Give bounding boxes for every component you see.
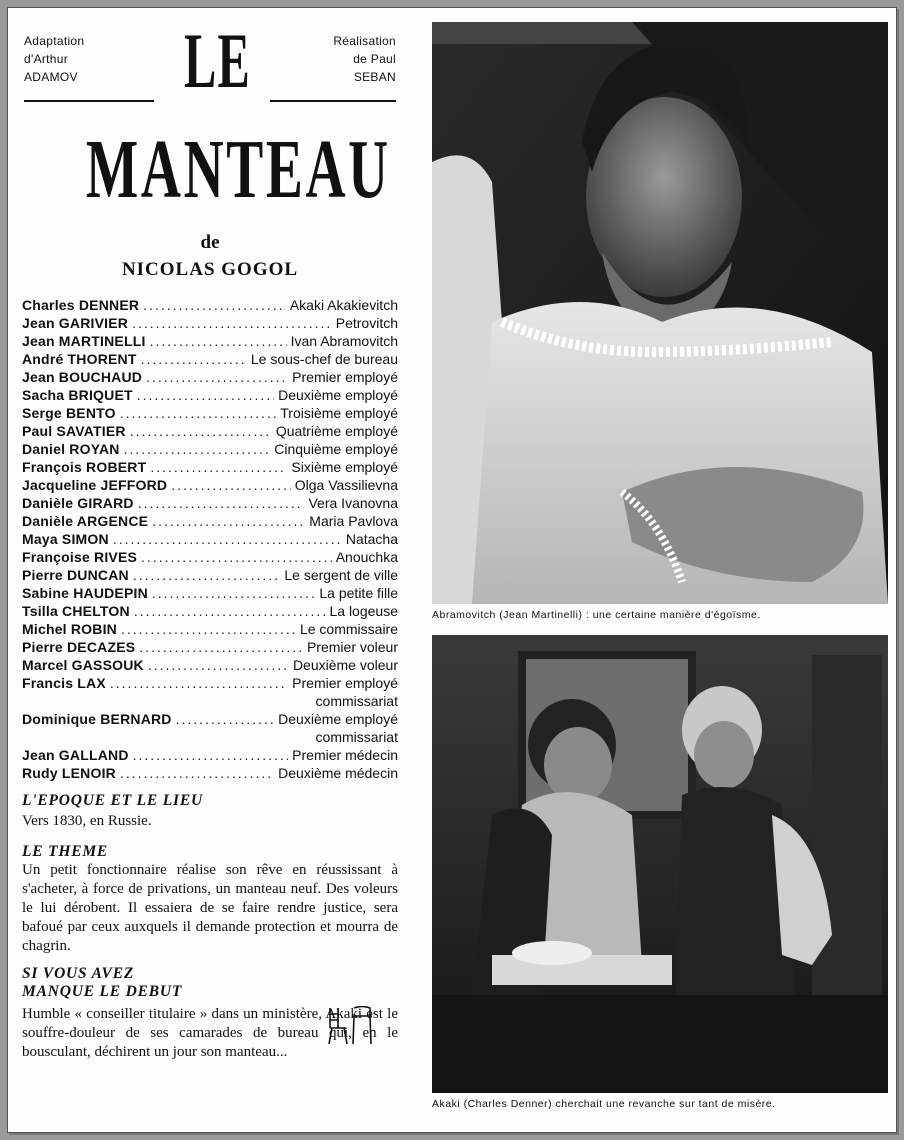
cast-role: Vera Ivanovna [308,495,398,511]
cast-role: Akaki Akakievitch [289,297,398,313]
cast-actor: Jean GARIVIER [22,315,129,331]
cast-role: Ivan Abramovitch [290,333,398,349]
cast-actor: Serge BENTO [22,405,116,421]
cast-row [22,314,398,332]
cast-actor: Sabine HAUDEPIN [22,585,148,601]
cast-role: Premier employé [292,369,398,385]
realisation-line: Réalisation [333,34,396,48]
epoque-text: Vers 1830, en Russie. [22,813,152,829]
realisation-line: SEBAN [353,70,396,84]
cast-role: Anouchka [335,549,398,565]
cast-leader-dots [137,386,274,404]
cast-row [22,746,398,764]
photo-akaki [432,635,888,1110]
realisation-line: de Paul [353,52,396,66]
epoque-heading: L'EPOQUE ET LE LIEU [22,792,203,809]
cast-actor: Danièle GIRARD [22,495,134,511]
cast-row [22,764,398,782]
photo-caption-top: Abramovitch (Jean Martinelli) : une certaine manière d'égoïsme. [432,609,761,621]
cast-row [22,350,398,368]
photo-abramovitch [432,22,888,621]
debut-heading [22,965,398,1001]
cast-role: Sixième employé [291,459,398,475]
cast-leader-dots [113,530,342,548]
cast-leader-dots [143,296,286,314]
cast-row [22,458,398,476]
cast-row [22,620,398,638]
cast-actor: Jean BOUCHAUD [22,369,143,385]
theme-text: Un petit fonctionnaire réalise son rêve en réussissant à s'acheter, à force de privations, un manteau neuf. Des voleurs le lui dérobent. Il essaiera de se faire rendre justice, sera bafoué par ceux auxquels il demande protection et mourra de chagrin. [22,862,398,954]
cast-leader-dots [150,458,287,476]
left-column [22,18,398,1062]
debut-text: Humble « conseiller titulaire » dans un ministère, Akaki est le souffre-douleur de ses camarades de bureau qui, en le bousculant, déchirent un jour son manteau... [22,1006,398,1060]
magazine-page [7,7,897,1133]
cast-leader-dots [121,620,296,638]
cast-actor: François ROBERT [22,459,147,475]
cast-role: Le commissaire [299,621,398,637]
cast-role: Deuxième employé [278,711,398,727]
cast-list [22,296,398,782]
cast-role: Maria Pavlova [309,513,398,529]
cast-role-continued: commissariat [315,693,398,709]
theme-heading: LE THEME [22,843,109,860]
cast-leader-dots [141,548,332,566]
cast-row [22,584,398,602]
cast-leader-dots [148,656,289,674]
cast-actor: Marcel GASSOUK [22,657,144,673]
title-manteau: MANTEAU [85,123,391,216]
cast-role: Le sous-chef de bureau [250,351,398,367]
cast-actor: Charles DENNER [22,297,140,313]
cast-row [22,422,398,440]
cast-actor: Jean MARTINELLI [22,333,146,349]
header-rule-left [24,100,154,102]
cast-leader-dots [132,314,332,332]
cast-leader-dots [171,476,291,494]
cast-row [22,656,398,674]
photo-caption-bottom: Akaki (Charles Denner) cherchait une revanche sur tant de misère. [432,1098,776,1110]
cast-role: Quatrième employé [275,423,398,439]
adaptation-line: ADAMOV [24,70,78,84]
cast-role: Le sergent de ville [284,567,398,583]
adaptation-line: Adaptation [24,34,85,48]
cast-leader-dots [134,602,326,620]
cast-actor: Tsilla CHELTON [22,603,130,619]
cast-actor: Jacqueline JEFFORD [22,477,168,493]
cast-role: Premier employé [292,675,398,691]
cast-leader-dots [124,440,271,458]
cast-role: La logeuse [329,603,398,619]
cast-leader-dots [146,368,288,386]
cast-leader-dots [120,404,277,422]
cast-leader-dots [139,638,303,656]
author-name: NICOLAS GOGOL [121,259,299,280]
cast-role: Petrovitch [335,315,398,331]
cast-leader-dots [133,566,281,584]
cast-leader-dots [120,764,274,782]
cast-row [22,476,398,494]
cast-leader-dots [152,512,305,530]
cast-leader-dots [133,746,289,764]
title-header [22,18,398,108]
cast-leader-dots [176,710,275,728]
title-le: LE [183,17,251,104]
cast-role: Deuxième employé [278,387,398,403]
adaptation-credit [24,32,84,86]
cast-role: Deuxième médecin [278,765,398,781]
title-de: de [200,232,220,253]
cast-actor: Rudy LENOIR [22,765,116,781]
cast-row [22,404,398,422]
cast-row [22,674,398,692]
cast-actor: Maya SIMON [22,531,109,547]
cast-actor: Daniel ROYAN [22,441,120,457]
cast-role: Deuxième voleur [292,657,398,673]
cast-row [22,638,398,656]
cast-row [22,512,398,530]
cast-actor: Françoise RIVES [22,549,138,565]
cast-role: Troisième employé [280,405,398,421]
cast-actor: Pierre DUNCAN [22,567,129,583]
cast-role: Premier voleur [306,639,398,655]
adaptation-line: d'Arthur [24,52,69,66]
cast-actor: Paul SAVATIER [22,423,126,439]
cast-actor: Jean GALLAND [22,747,129,763]
debut-heading-line: MANQUE LE DEBUT [22,983,183,1000]
cast-actor: Michel ROBIN [22,621,117,637]
cast-actor: Pierre DECAZES [22,639,136,655]
cast-row [22,602,398,620]
cast-row [22,548,398,566]
cast-actor: Danièle ARGENCE [22,513,149,529]
cast-leader-dots [150,332,287,350]
cast-role: Cinquième employé [274,441,398,457]
cast-leader-dots [110,674,288,692]
cast-leader-dots [141,350,247,368]
cast-row [22,710,398,728]
header-rule-right [270,100,396,102]
cast-row [22,386,398,404]
right-column [432,22,888,1110]
cast-row [22,440,398,458]
cast-role-continued: commissariat [315,729,398,745]
cast-row [22,368,398,386]
cast-row [22,530,398,548]
cast-row [22,494,398,512]
cast-row [22,332,398,350]
cast-role: Natacha [345,531,398,547]
cast-leader-dots [152,584,315,602]
cast-leader-dots [138,494,305,512]
cast-actor: Dominique BERNARD [22,711,172,727]
cast-row [22,296,398,314]
cast-actor: Sacha BRIQUET [22,387,133,403]
cast-leader-dots [130,422,272,440]
chairs-table-icon [326,1006,376,1051]
debut-heading-line: SI VOUS AVEZ [22,965,135,982]
cast-actor: André THORENT [22,351,137,367]
cast-role: Olga Vassilievna [294,477,398,493]
realisation-credit [333,32,396,86]
cast-actor: Francis LAX [22,675,106,691]
cast-row [22,566,398,584]
cast-role: Premier médecin [292,747,398,763]
cast-role: La petite fille [319,585,398,601]
